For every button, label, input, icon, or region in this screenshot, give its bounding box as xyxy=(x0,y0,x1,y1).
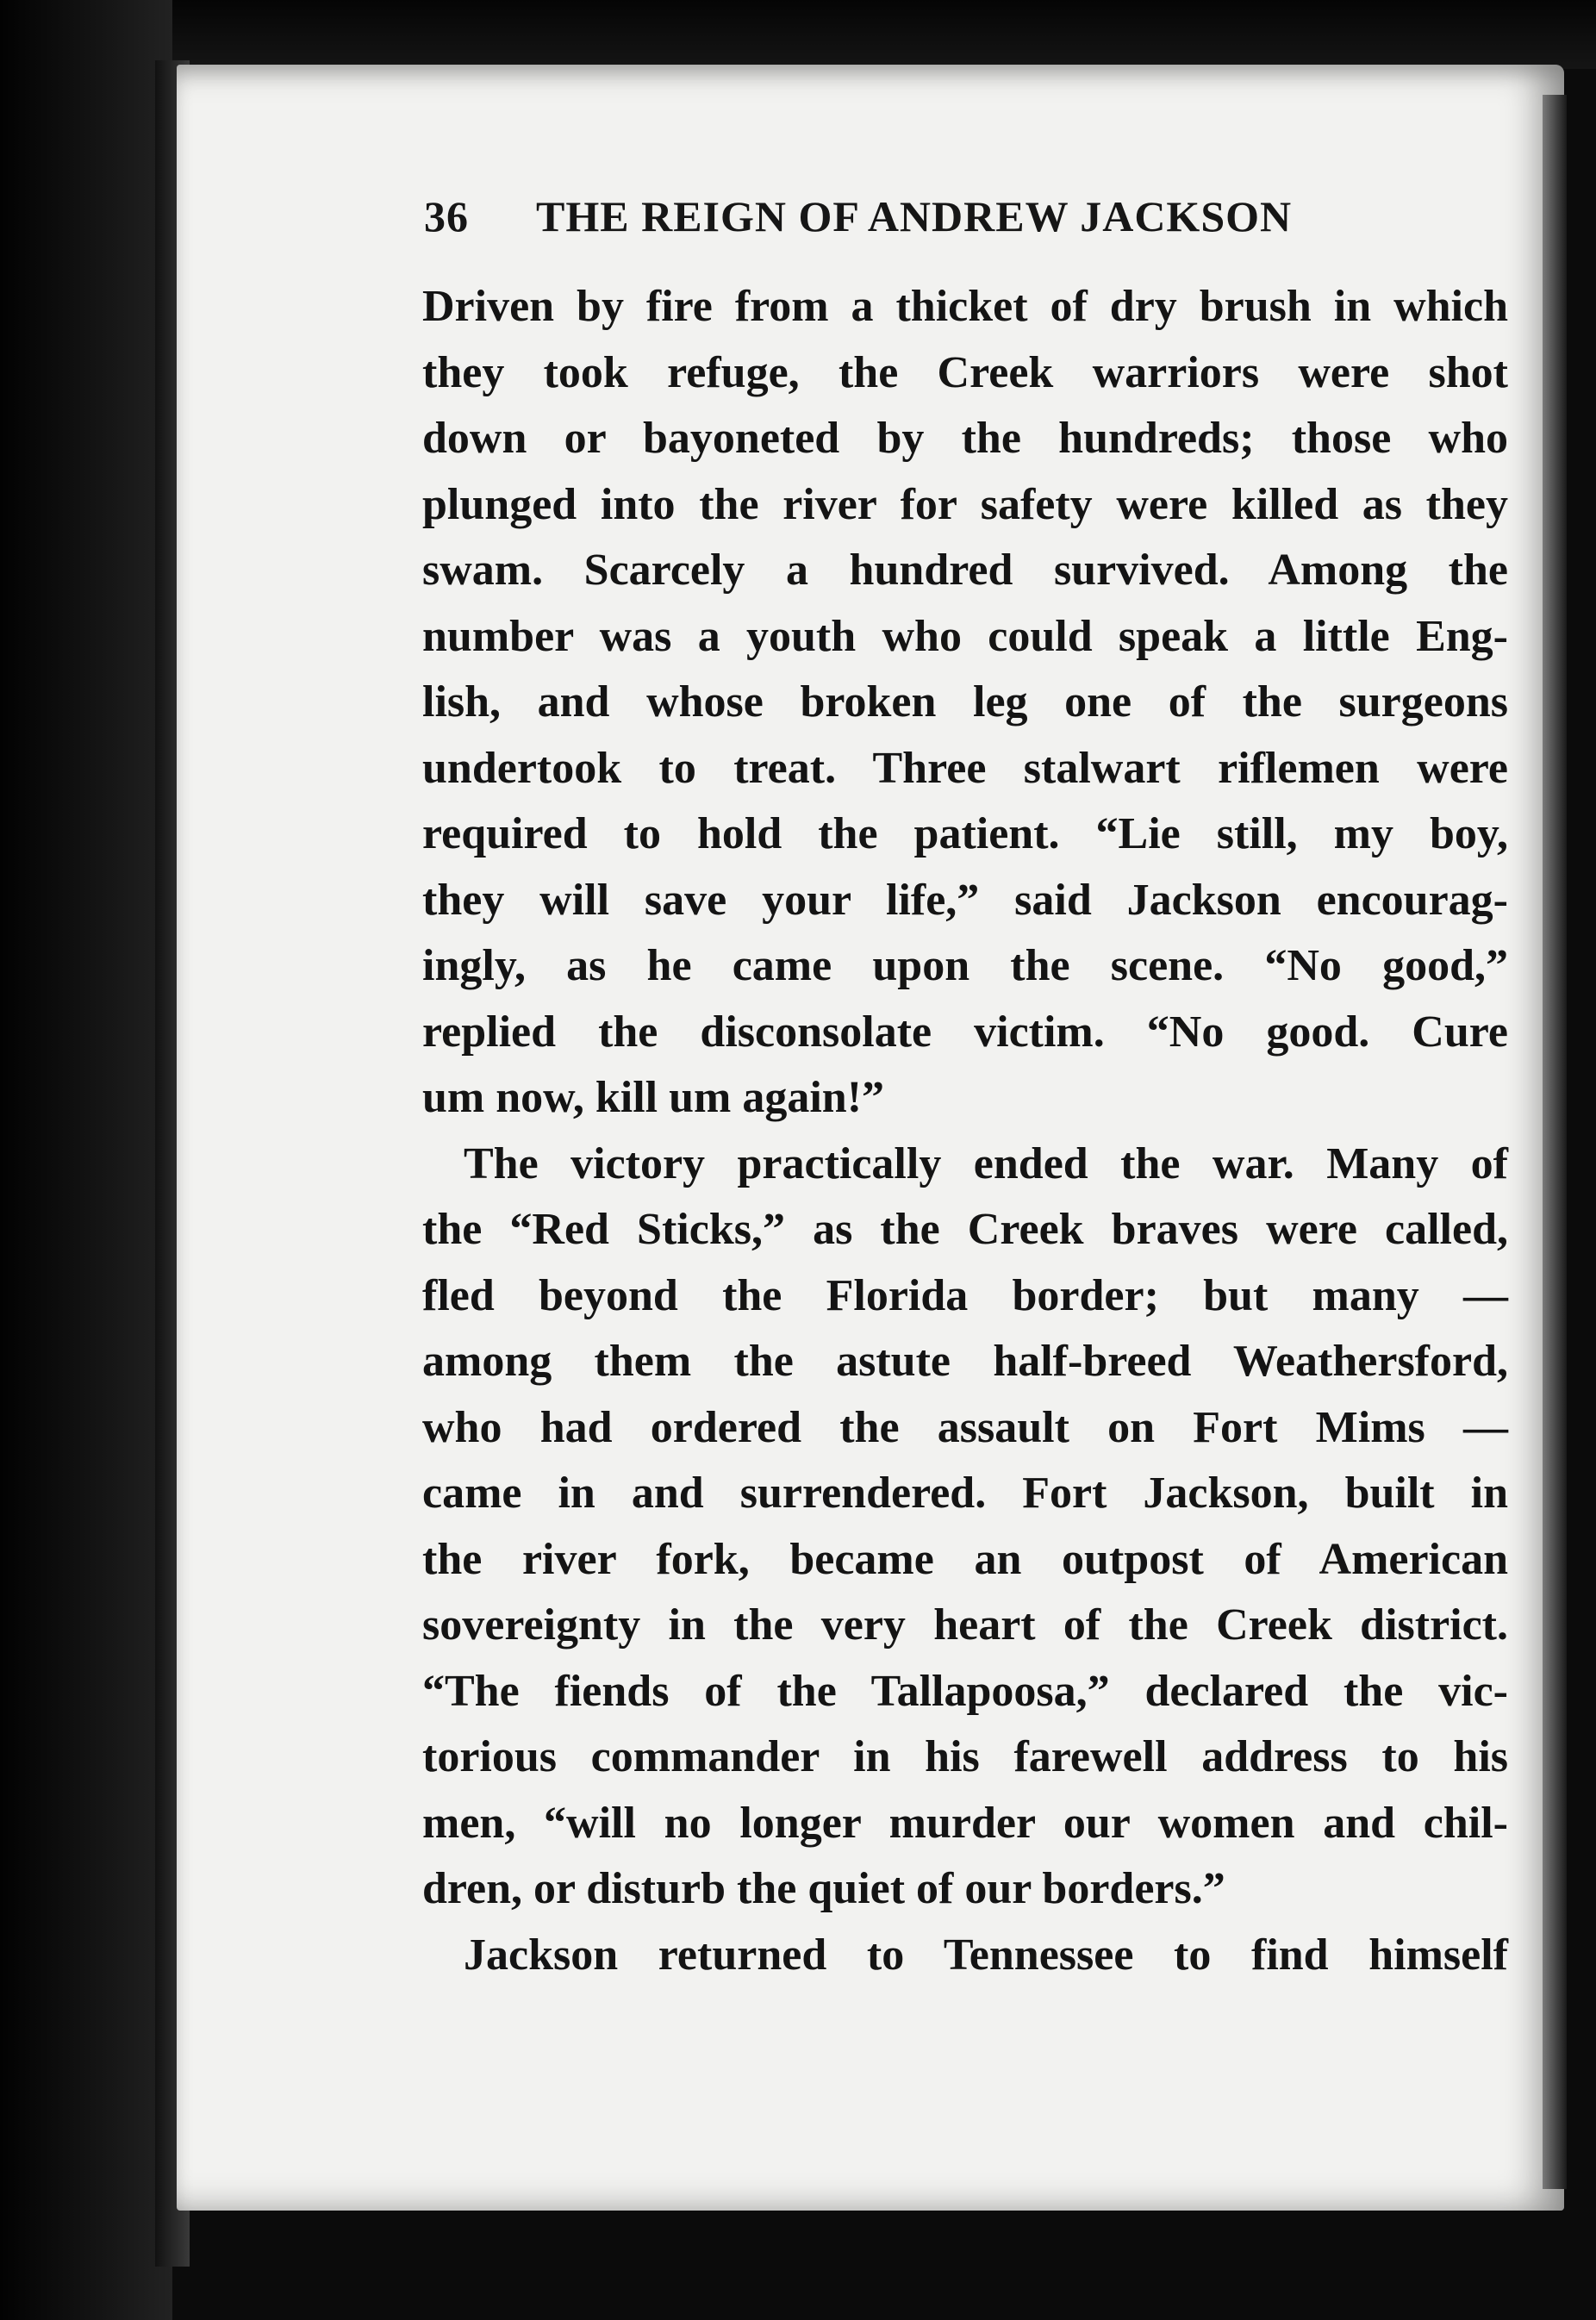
text-line: um now, kill um again!” xyxy=(422,1073,885,1122)
text-line: men, “will no longer murder our women and chil- xyxy=(422,1798,1508,1848)
text-line: ingly, as he came upon the scene. “No good,” xyxy=(422,941,1508,990)
text-line: fled beyond the Florida border; but many — xyxy=(422,1270,1508,1320)
text-line: who had ordered the assault on Fort Mims — xyxy=(422,1402,1508,1452)
running-title: THE REIGN OF ANDREW JACKSON xyxy=(536,192,1293,240)
text-line: dren, or disturb the quiet of our borders.” xyxy=(422,1864,1225,1913)
running-header xyxy=(424,191,1398,260)
text-line: plunged into the river for safety were killed as they xyxy=(422,479,1508,529)
text-line: Driven by fire from a thicket of dry brush in which xyxy=(422,282,1508,331)
text-line: required to hold the patient. “Lie still, my boy, xyxy=(422,809,1508,858)
text-line: sovereignty in the very heart of the Creek district. xyxy=(422,1600,1508,1650)
text-line: undertook to treat. Three stalwart riflemen were xyxy=(422,743,1508,793)
film-border-left xyxy=(0,0,172,2320)
paragraph-first-line: The victory practically ended the war. Many of xyxy=(464,1138,1508,1188)
film-border-top xyxy=(0,0,1596,69)
text-line: the “Red Sticks,” as the Creek braves were called, xyxy=(422,1205,1508,1254)
page-edge-shadow xyxy=(1543,95,1567,2189)
text-line: the river fork, became an outpost of American xyxy=(422,1534,1508,1584)
page-body xyxy=(422,274,1508,1988)
text-line: lish, and whose broken leg one of the surgeons xyxy=(422,677,1508,727)
paragraph-first-line: Jackson returned to Tennessee to find himself xyxy=(464,1930,1508,1980)
text-line: number was a youth who could speak a little Eng- xyxy=(422,611,1508,661)
text-line: among them the astute half-breed Weathersford, xyxy=(422,1337,1508,1386)
text-line: “The fiends of the Tallapoosa,” declared the vic- xyxy=(422,1666,1508,1716)
text-line: they will save your life,” said Jackson encourag- xyxy=(422,875,1508,925)
page-number: 36 xyxy=(424,192,469,240)
text-line: they took refuge, the Creek warriors were shot xyxy=(422,347,1508,397)
text-line: swam. Scarcely a hundred survived. Among the xyxy=(422,546,1508,595)
text-line: came in and surrendered. Fort Jackson, built in xyxy=(422,1469,1508,1518)
text-line: replied the disconsolate victim. “No good. Cure xyxy=(422,1007,1508,1057)
text-line: down or bayoneted by the hundreds; those who xyxy=(422,414,1508,463)
text-line: torious commander in his farewell address to his xyxy=(422,1732,1508,1781)
